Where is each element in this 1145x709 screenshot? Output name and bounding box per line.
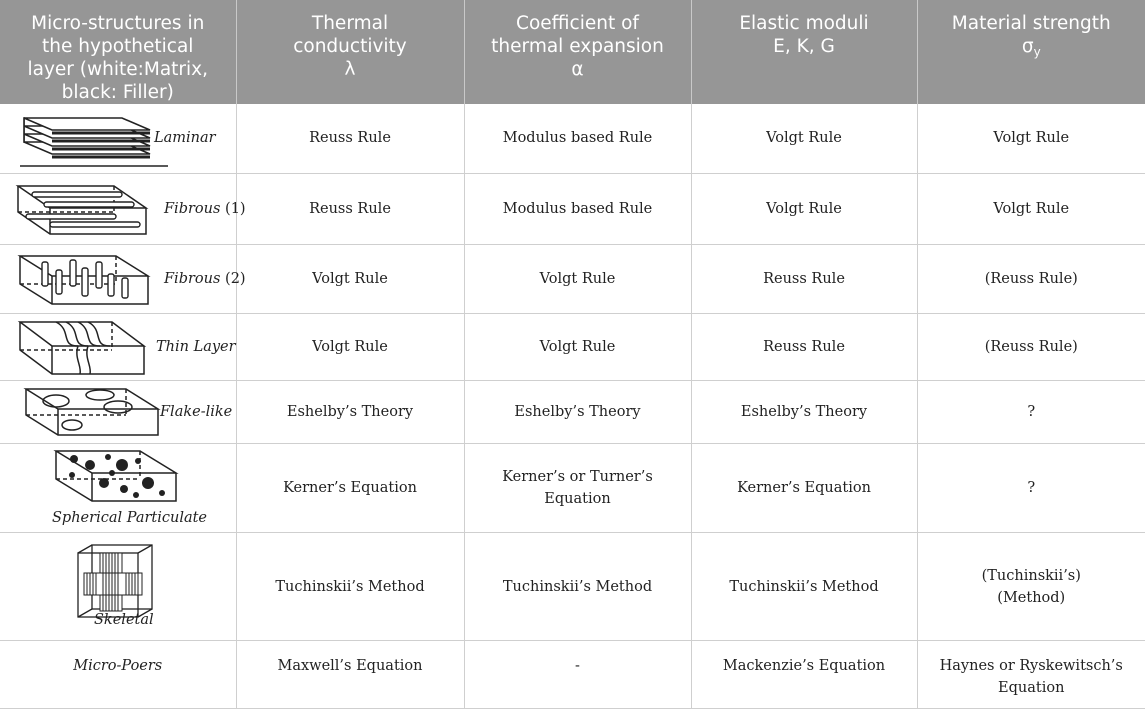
material-strength-cell: Haynes or Ryskewitsch’s Equation	[917, 640, 1145, 708]
header-material-strength: Material strength $\sigma_y$	[917, 0, 1145, 104]
table-row	[0, 244, 1145, 313]
elastic-moduli-cell: Volgt Rule	[691, 173, 917, 244]
thermal-conductivity-cell: Reuss Rule	[236, 173, 464, 244]
fibrous-horizontal-icon	[14, 178, 160, 240]
thermal-expansion-cell: Modulus based Rule	[464, 104, 691, 173]
table-row	[0, 173, 1145, 244]
elastic-moduli-cell: Reuss Rule	[691, 313, 917, 380]
material-strength-cell: ?	[917, 380, 1145, 443]
elastic-moduli-cell: Volgt Rule	[691, 104, 917, 173]
microstructure-cell: Skeletal	[0, 533, 236, 641]
table-row	[0, 533, 1145, 641]
elastic-moduli-cell: Kerner’s Equation	[691, 443, 917, 532]
thermal-expansion-cell: -	[464, 640, 691, 708]
microstructure-cell: Fibrous (2)	[0, 244, 236, 313]
table-row	[0, 443, 1145, 532]
elastic-moduli-cell: Tuchinskii’s Method	[691, 533, 917, 641]
header-elastic-moduli: Elastic moduli E, K, G	[691, 0, 917, 104]
material-strength-cell: (Tuchinskii’s) (Method)	[917, 533, 1145, 641]
material-strength-cell: (Reuss Rule)	[917, 313, 1145, 380]
flake-like-icon	[22, 385, 166, 439]
thin-layer-icon	[16, 316, 150, 378]
thermal-expansion-cell: Volgt Rule	[464, 313, 691, 380]
thermal-expansion-cell: Kerner’s or Turner’s Equation	[464, 443, 691, 532]
thermal-expansion-cell: Modulus based Rule	[464, 173, 691, 244]
thermal-conductivity-cell: Kerner’s Equation	[236, 443, 464, 532]
thermal-conductivity-cell: Eshelby’s Theory	[236, 380, 464, 443]
table-row	[0, 104, 1145, 173]
material-strength-cell: (Reuss Rule)	[917, 244, 1145, 313]
laminar-icon	[20, 108, 168, 168]
elastic-moduli-cell: Eshelby’s Theory	[691, 380, 917, 443]
material-strength-cell: ?	[917, 443, 1145, 532]
header-thermal-conductivity: Thermal conductivity λ	[236, 0, 464, 104]
header-row	[0, 0, 1145, 104]
fibrous-vertical-icon	[16, 248, 158, 310]
thermal-conductivity-cell: Maxwell’s Equation	[236, 640, 464, 708]
elastic-moduli-cell: Reuss Rule	[691, 244, 917, 313]
spherical-particulate-icon	[52, 447, 180, 505]
table-row	[0, 640, 1145, 708]
thermal-conductivity-cell: Volgt Rule	[236, 313, 464, 380]
microstructure-cell: Thin Layer	[0, 313, 236, 380]
material-strength-cell: Volgt Rule	[917, 173, 1145, 244]
thermal-expansion-cell: Volgt Rule	[464, 244, 691, 313]
microstructure-cell: Micro-Poers	[0, 640, 236, 708]
thermal-expansion-cell: Eshelby’s Theory	[464, 380, 691, 443]
elastic-moduli-cell: Mackenzie’s Equation	[691, 640, 917, 708]
thermal-conductivity-cell: Tuchinskii’s Method	[236, 533, 464, 641]
thermal-expansion-cell: Tuchinskii’s Method	[464, 533, 691, 641]
microstructure-cell: Laminar	[0, 104, 236, 173]
microstructure-cell: Fibrous (1)	[0, 173, 236, 244]
header-microstructure: Micro-structures in the hypothetical layer (white:Matrix, black: Filler)	[0, 0, 236, 104]
thermal-conductivity-cell: Volgt Rule	[236, 244, 464, 313]
header-thermal-expansion: Coefficient of thermal expansion α	[464, 0, 691, 104]
microstructure-cell: Flake-like	[0, 380, 236, 443]
microstructure-cell: Spherical Particulate	[0, 443, 236, 532]
table-row	[0, 313, 1145, 380]
thermal-conductivity-cell: Reuss Rule	[236, 104, 464, 173]
table-row	[0, 380, 1145, 443]
material-strength-cell: Volgt Rule	[917, 104, 1145, 173]
